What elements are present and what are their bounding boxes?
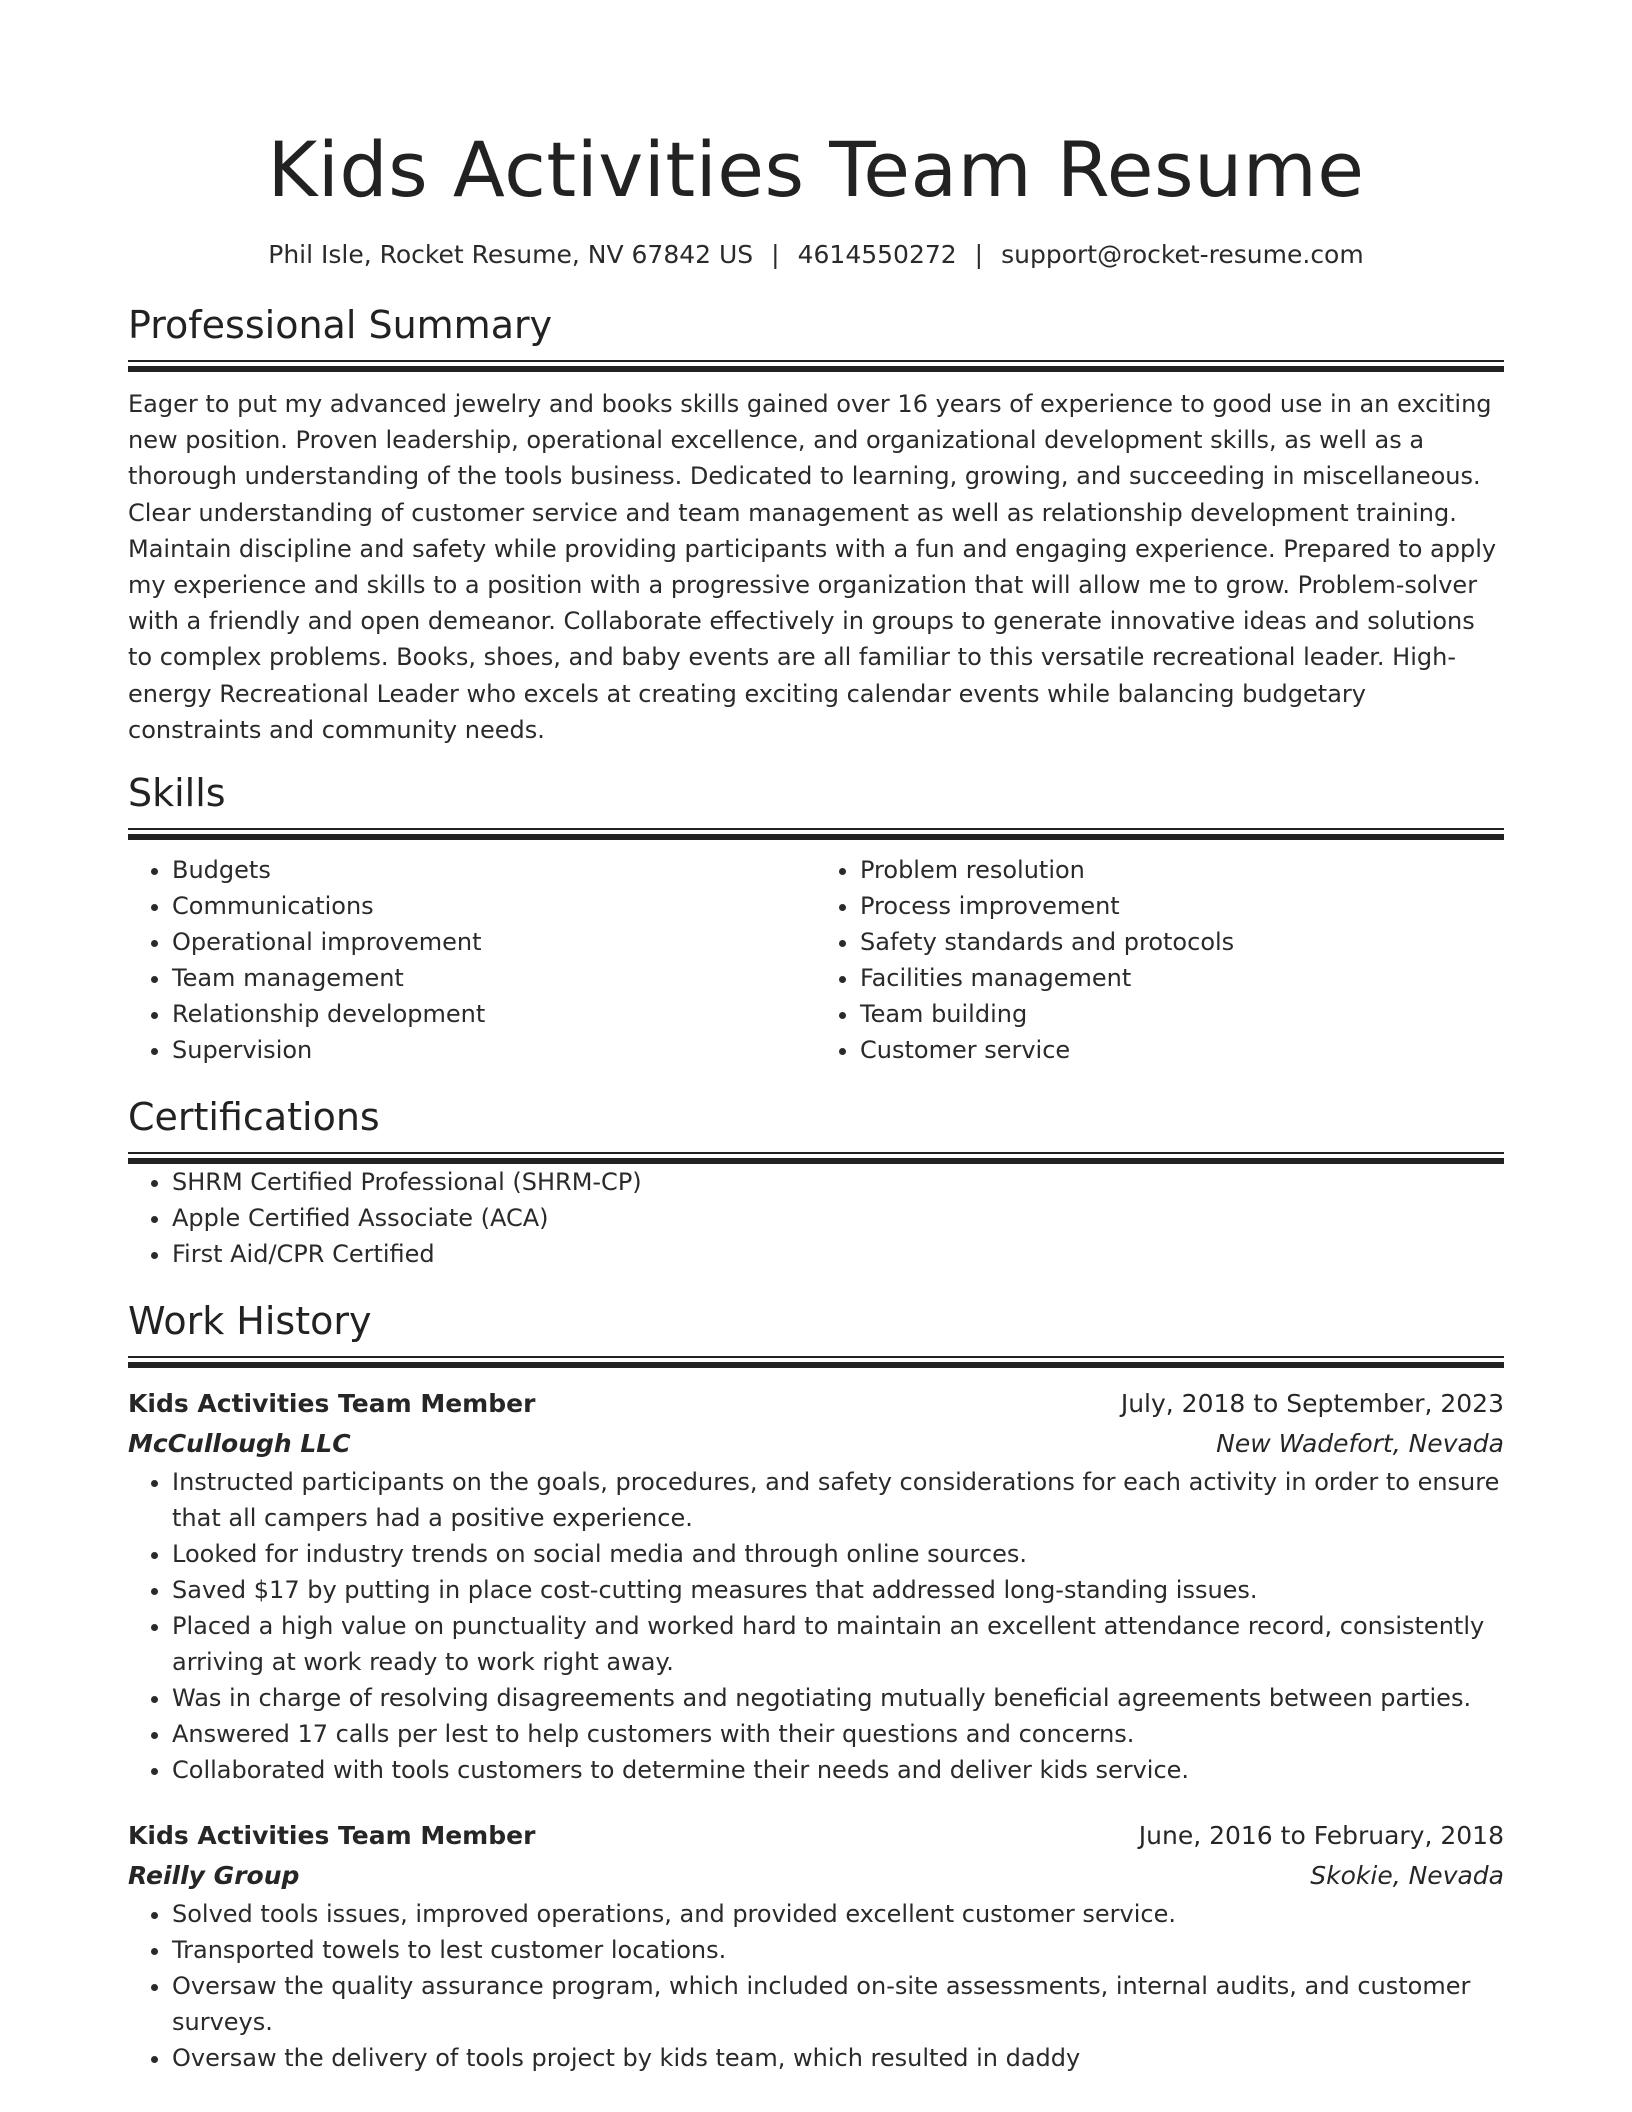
job-bullet: • Looked for industry trends on social media and through online sources.: [172, 1536, 1504, 1572]
skills-grid: [128, 852, 1504, 1068]
job-bullet-list: [128, 1896, 1504, 2076]
certification-item: • Apple Certified Associate (ACA): [172, 1200, 1504, 1236]
skills-list-left: [128, 852, 816, 1068]
job-entry: [128, 1816, 1504, 2076]
job-location: New Wadefort, Nevada: [1216, 1429, 1504, 1459]
contact-line: [128, 238, 1504, 272]
contact-separator: |: [771, 240, 780, 269]
skill-item: • Facilities management: [860, 960, 1504, 996]
certification-item: • First Aid/CPR Certified: [172, 1236, 1504, 1272]
section-heading-certifications: Certifications: [128, 1095, 380, 1140]
job-bullet: • Placed a high value on punctuality and worked hard to maintain an excellent attendance record, consistently arriving at work ready to work right away.: [172, 1608, 1504, 1680]
job-header-row: [128, 1816, 1504, 1856]
section-heading-summary: Professional Summary: [128, 303, 553, 347]
resume-title: Kids Activities Team Resume: [267, 125, 1365, 214]
job-subheader-row: [128, 1424, 1504, 1464]
contact-address: Phil Isle, Rocket Resume, NV 67842 US: [268, 240, 754, 269]
job-bullet: • Instructed participants on the goals, procedures, and safety considerations for each activity in order to ensure that all campers had a positive experience.: [172, 1464, 1504, 1536]
skill-item: • Customer service: [860, 1032, 1504, 1068]
contact-separator: |: [974, 240, 984, 269]
job-bullet: • Solved tools issues, improved operations, and provided excellent customer service.: [172, 1896, 1504, 1932]
job-bullet: • Oversaw the delivery of tools project by kids team, which resulted in daddy: [172, 2040, 1504, 2076]
skill-item: • Communications: [172, 888, 816, 924]
job-dates: June, 2016 to February, 2018: [1138, 1821, 1504, 1851]
contact-phone: 4614550272: [797, 240, 957, 269]
section-heading-work-history: Work History: [128, 1299, 372, 1344]
job-title: Kids Activities Team Member: [128, 1821, 536, 1851]
skill-item: • Safety standards and protocols: [860, 924, 1504, 960]
job-bullet: • Transported towels to lest customer locations.: [172, 1932, 1504, 1968]
skill-item: • Supervision: [172, 1032, 816, 1068]
professional-summary-section: [128, 302, 1504, 748]
skill-item: • Relationship development: [172, 996, 816, 1032]
job-bullet: • Collaborated with tools customers to determine their needs and deliver kids service.: [172, 1752, 1504, 1788]
job-bullet: • Was in charge of resolving disagreements and negotiating mutually beneficial agreements between parties.: [172, 1680, 1504, 1716]
skill-item: • Budgets: [172, 852, 816, 888]
job-bullet-list: [128, 1464, 1504, 1788]
section-divider: [128, 1152, 1504, 1164]
job-bullet: • Answered 17 calls per lest to help customers with their questions and concerns.: [172, 1716, 1504, 1752]
job-entry: [128, 1384, 1504, 1788]
job-company: McCullough LLC: [128, 1429, 351, 1459]
job-company: Reilly Group: [128, 1861, 300, 1891]
job-bullet: • Saved $17 by putting in place cost-cutting measures that addressed long-standing issues.: [172, 1572, 1504, 1608]
section-divider: [128, 1356, 1504, 1368]
skill-item: • Team management: [172, 960, 816, 996]
resume-page: [128, 0, 1504, 2076]
job-dates: July, 2018 to September, 2023: [1120, 1389, 1504, 1419]
skills-section: [128, 770, 1504, 1068]
skill-item: • Problem resolution: [860, 852, 1504, 888]
section-heading-skills: Skills: [128, 771, 226, 816]
skill-item: • Process improvement: [860, 888, 1504, 924]
section-divider: [128, 360, 1504, 372]
skill-item: • Operational improvement: [172, 924, 816, 960]
certifications-section: [128, 1094, 1504, 1272]
contact-email: support@rocket-resume.com: [1001, 240, 1364, 269]
certifications-list: [128, 1164, 1504, 1272]
job-subheader-row: [128, 1856, 1504, 1896]
certification-item: • SHRM Certified Professional (SHRM-CP): [172, 1164, 1504, 1200]
skills-list-right: [816, 852, 1504, 1068]
job-location: Skokie, Nevada: [1310, 1861, 1504, 1891]
job-title: Kids Activities Team Member: [128, 1389, 536, 1419]
job-header-row: [128, 1384, 1504, 1424]
skill-item: • Team building: [860, 996, 1504, 1032]
summary-paragraph: Eager to put my advanced jewelry and books skills gained over 16 years of experience to good use in an exciting new position. Proven leadership, operational excellence, and organizational development skills, as well as a thorough understanding of the tools business. Dedicated to learning, growing, and succeeding in miscellaneous. Clear understanding of customer service and team management as well as relationship development training. Maintain discipline and safety while providing participants with a fun and engaging experience. Prepared to apply my experience and skills to a position with a progressive organization that will allow me to grow. Problem-solver with a friendly and open demeanor. Collaborate effectively in groups to generate innovative ideas and solutions to complex problems. Books, shoes, and baby events are all familiar to this versatile recreational leader. High-energy Recreational Leader who excels at creating exciting calendar events while balancing budgetary constraints and community needs.: [128, 390, 1497, 744]
work-history-section: [128, 1298, 1504, 2076]
job-bullet: • Oversaw the quality assurance program, which included on-site assessments, internal audits, and customer surveys.: [172, 1968, 1504, 2040]
section-divider: [128, 828, 1504, 840]
